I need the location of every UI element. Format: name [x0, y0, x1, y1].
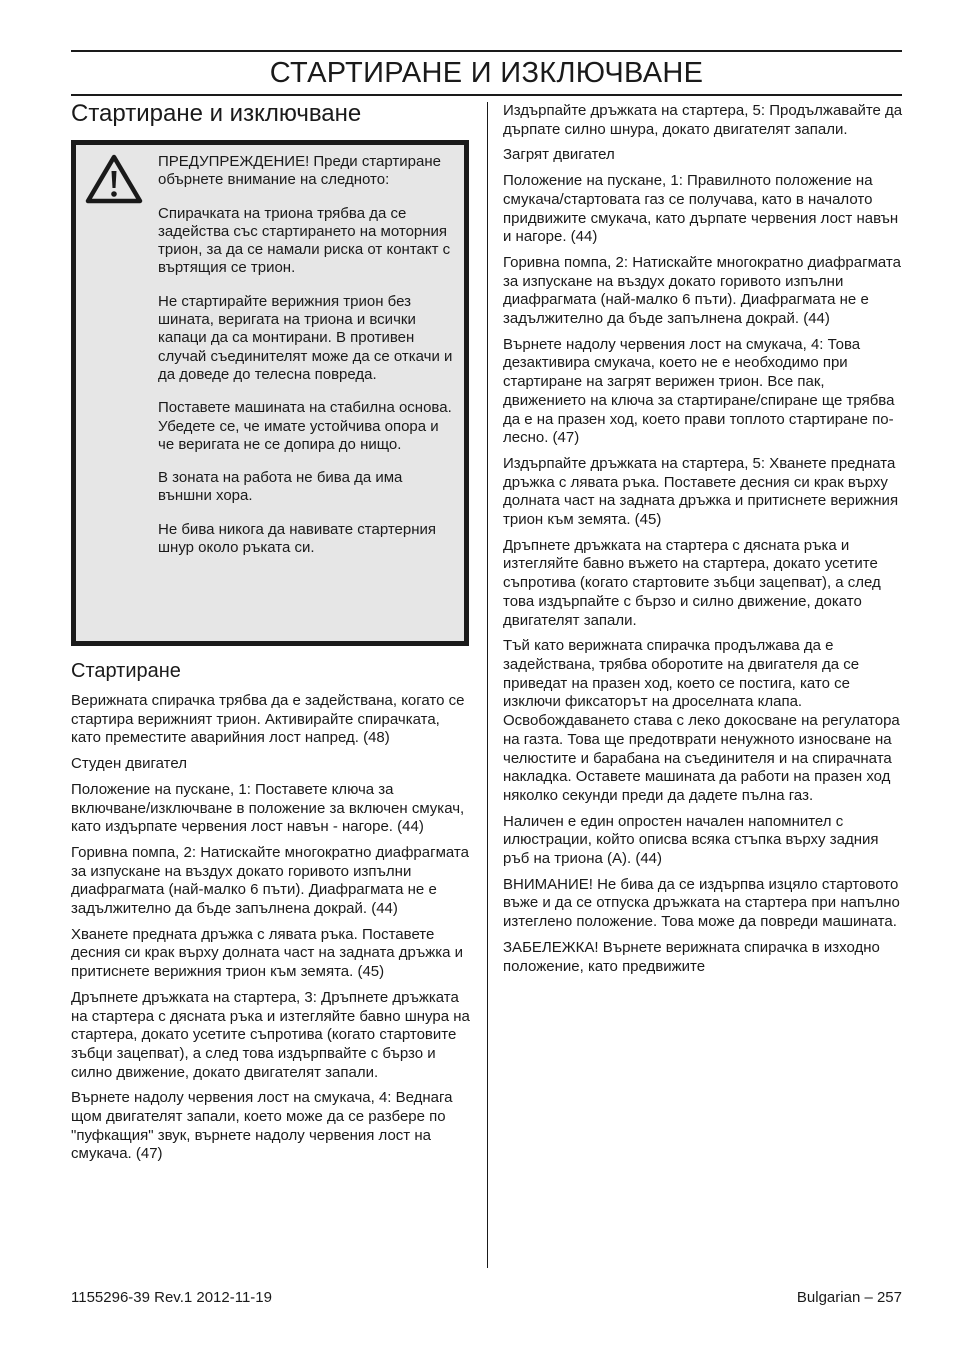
body-subheading: Загрят двигател — [503, 146, 615, 164]
body-paragraph: Верижната спирачка трябва да е задействана, когато се стартира верижният трион. Активирайте спирачката, като преместите аварийния лост напред. (48) — [71, 692, 465, 747]
column-divider — [487, 102, 488, 1268]
body-paragraph: ВНИМАНИЕ! Не бива да се издърпва изцяло стартовото въже и да се отпуска дръжката на стартера при напълно изтеглено положение. Това може да повреди машината. — [503, 875, 900, 931]
body-subheading: Студен двигател — [71, 755, 187, 773]
body-paragraph: Върнете надолу червения лост на смукача, 4: Веднага щом двигателят запали, което може да се разбере по "пуфкащия" звук, върнете надолу червения лост на смукача. (47) — [71, 1089, 453, 1163]
subsection-title: Стартиране — [71, 660, 181, 682]
warning-triangle-icon — [84, 153, 144, 205]
body-paragraph: Положение на пускане, 1: Поставете ключа за включване/изключване в положение за включен смукач, като издърпате червения лост навън - нагоре. (44) — [71, 780, 465, 836]
footer-page-number: Bulgarian – 257 — [796, 1289, 902, 1306]
body-paragraph: Дръпнете дръжката на стартера, 3: Дръпнете дръжката на стартера с дясната ръка и изтегляйте бавно шнура на стартера, докато усетите съпротива (когато стартовите зъбци зацепват), а след това издърпвайте с бързо и силно движение, докато двигателят запали. — [71, 988, 470, 1081]
warning-text: Спирачката на триона трябва да се задейства със стартирането на моторния трион, за да се намали риска от контакт с въртящия се трион. — [158, 204, 451, 277]
body-paragraph: Издърпайте дръжката на стартера, 5: Хванете предната дръжка с лявата ръка. Поставете десния си крак върху долната част на задната дръжка и притиснете верижния трион към земята. (45) — [503, 454, 899, 529]
warning-text: Поставете машината на стабилна основа. Убедете се, че имате устойчива опора и че веригата не се допира до нищо. — [158, 399, 452, 453]
section-title: Стартиране и изключване — [71, 100, 362, 127]
body-paragraph: Тъй като верижната спирачка продължава да е задействана, трябва оборотите на двигателя да се приведат на празен ход, което се постига, като се изключи фиксаторът на дроселната клапа. Освобождаването става с леко докосване на регулатора на газта. Това ще предотврати ненужното износване на челюстите и барабана на съединителя и на спирачната накладка. Оставете машината да работи на празен ход няколко секунди преди да дадете пълна газ. — [503, 637, 900, 804]
body-paragraph: ЗАБЕЛЕЖКА! Върнете верижната спирачка в изходно положение, като предвижите — [503, 938, 880, 975]
body-paragraph: Горивна помпа, 2: Натискайте многократно диафрагмата за изпускане на въздух докато горивото изпълни диафрагмата (най-малко 6 пъти). Диафрагмата не е задължително да бъде запълнена докрай. (44) — [503, 253, 901, 328]
page-title: СТАРТИРАНЕ И ИЗКЛЮЧВАНЕ — [269, 57, 704, 89]
left-column — [71, 98, 471, 1171]
body-paragraph: Върнете надолу червения лост на смукача, 4: Това дезактивира смукача, което не е необходимо при стартиране на загрят верижен трион. Все пак, движението на ключа за стартиране/спиране ще трябва да е на празен ход, което прави топлото стартиране по-лесно. (47) — [503, 335, 895, 447]
header-bottom-rule — [71, 94, 902, 96]
footer-doc-id: 1155296-39 Rev.1 2012-11-19 — [71, 1289, 272, 1306]
warning-text: ПРЕДУПРЕЖДЕНИЕ! Преди стартиране обърнете внимание на следното: — [158, 153, 441, 189]
right-column — [503, 102, 903, 983]
body-paragraph: Положение на пускане, 1: Правилното положение на смукача/стартовата газ се получава, като в началото придвижите смукача, като дърпате червения лост навън и нагоре. (44) — [503, 172, 899, 246]
body-paragraph: Хванете предната дръжка с лявата ръка. Поставете десния си крак върху долната част на задната дръжка и притиснете верижния трион към земята. (45) — [71, 925, 464, 981]
body-paragraph: Горивна помпа, 2: Натискайте многократно диафрагмата за изпускане на въздух докато горивото изпълни диафрагмата (най-малко 6 пъти). Диафрагмата не е задължително да бъде запълнена докрай. (44) — [71, 843, 469, 918]
warning-box — [71, 140, 469, 646]
warning-text: Не стартирайте верижния трион без шината, веригата на триона и всички капаци да са монтирани. В противен случай съединителят може да се откачи и да доведе до телесна повреда. — [158, 292, 453, 383]
header-top-rule — [71, 50, 902, 52]
warning-text: В зоната на работа не бива да има външни хора. — [158, 469, 403, 505]
warning-text: Не бива никога да навивате стартерния шнур около ръката си. — [158, 520, 436, 557]
body-paragraph: Наличен е един опростен начален напомнител с илюстрации, който описва всяка стъпка върху задния ръб на триона (A). (44) — [503, 812, 879, 868]
body-paragraph: Издърпайте дръжката на стартера, 5: Продължавайте да дърпате силно шнура, докато двигателят запали. — [503, 102, 903, 138]
body-paragraph: Дръпнете дръжката на стартера с дясната ръка и изтегляйте бавно въжето на стартера, докато усетите съпротива (когато стартовите зъбци зацепват), а след това издърпайте с бързо и силно движение, докато двигателят запали. — [503, 536, 881, 629]
